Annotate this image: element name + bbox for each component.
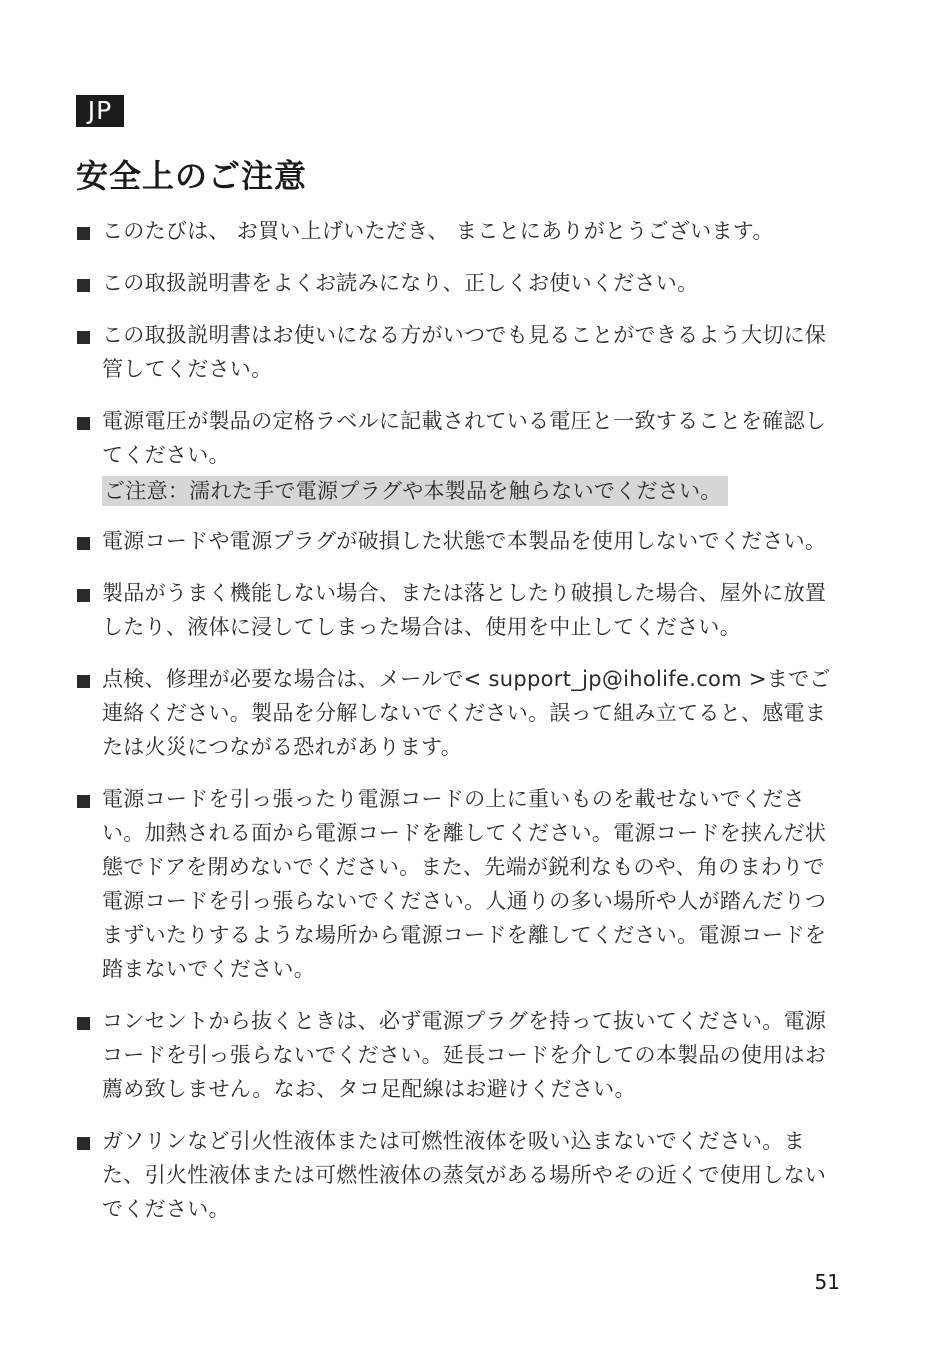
square-bullet-icon (77, 417, 90, 430)
language-badge: JP (76, 95, 124, 127)
list-item-text: この取扱説明書をよくお読みになり、正しくお使いください。 (102, 271, 699, 295)
square-bullet-icon (77, 279, 90, 292)
square-bullet-icon (77, 589, 90, 602)
list-item-text: 点検、修理が必要な場合は、メールで< support_jp@iholife.com >までご連絡ください。製品を分解しないでください。誤って組み立てると、感電または火災につながる恐れがあります。 (102, 667, 831, 759)
page-title: 安全上のご注意 (76, 157, 308, 195)
square-bullet-icon (77, 1137, 90, 1150)
list-item-text: ガソリンなど引火性液体または可燃性液体を吸い込まないでください。また、引火性液体または可燃性液体の蒸気がある場所やその近くで使用しないでください。 (102, 1129, 827, 1221)
square-bullet-icon (77, 331, 90, 344)
list-item (76, 662, 846, 764)
list-item (76, 318, 846, 386)
square-bullet-icon (77, 675, 90, 688)
list-item-text: コンセントから抜くときは、必ず電源プラグを持って抜いてください。電源コードを引っ張らないでください。延長コードを介しての本製品の使用はお薦め致しません。なお、タコ足配線はお避けください。 (102, 1009, 827, 1101)
safety-notice-list (76, 214, 846, 1244)
list-item (76, 266, 846, 300)
list-item-text: この取扱説明書はお使いになる方がいつでも見ることができるよう大切に保管してください。 (102, 323, 827, 381)
list-item-text: 電源コードを引っ張ったり電源コードの上に重いものを載せないでください。加熱される面から電源コードを離してください。電源コードを挟んだ状態でドアを閉めないでください。また、先端が鋭利なものや、角のまわりで電源コードを引っ張らないでください。人通りの多い場所や人が踏んだりつまずいたりするような場所から電源コードを離してください。電源コードを踏まないでください。 (102, 787, 827, 981)
square-bullet-icon (77, 795, 90, 808)
list-item-text: 製品がうまく機能しない場合、または落としたり破損した場合、屋外に放置したり、液体に浸してしまった場合は、使用を中止してください。 (102, 581, 827, 639)
list-item (76, 404, 846, 506)
square-bullet-icon (77, 227, 90, 240)
page-number: 51 (814, 1270, 840, 1294)
list-item (76, 576, 846, 644)
list-item-text: 電源コードや電源プラグが破損した状態で本製品を使用しないでください。 (102, 529, 827, 553)
list-item (76, 214, 846, 248)
list-item (76, 782, 846, 986)
list-item (76, 524, 846, 558)
list-item (76, 1124, 846, 1226)
list-item-text: このたびは、 お買い上げいただき、 まことにありがとうございます。 (102, 219, 774, 243)
square-bullet-icon (77, 537, 90, 550)
list-item (76, 1004, 846, 1106)
caution-note: ご注意：濡れた手で電源プラグや本製品を触らないでください。 (102, 476, 728, 506)
list-item-text: 電源電圧が製品の定格ラベルに記載されている電圧と一致することを確認してください。 (102, 409, 827, 467)
square-bullet-icon (77, 1017, 90, 1030)
